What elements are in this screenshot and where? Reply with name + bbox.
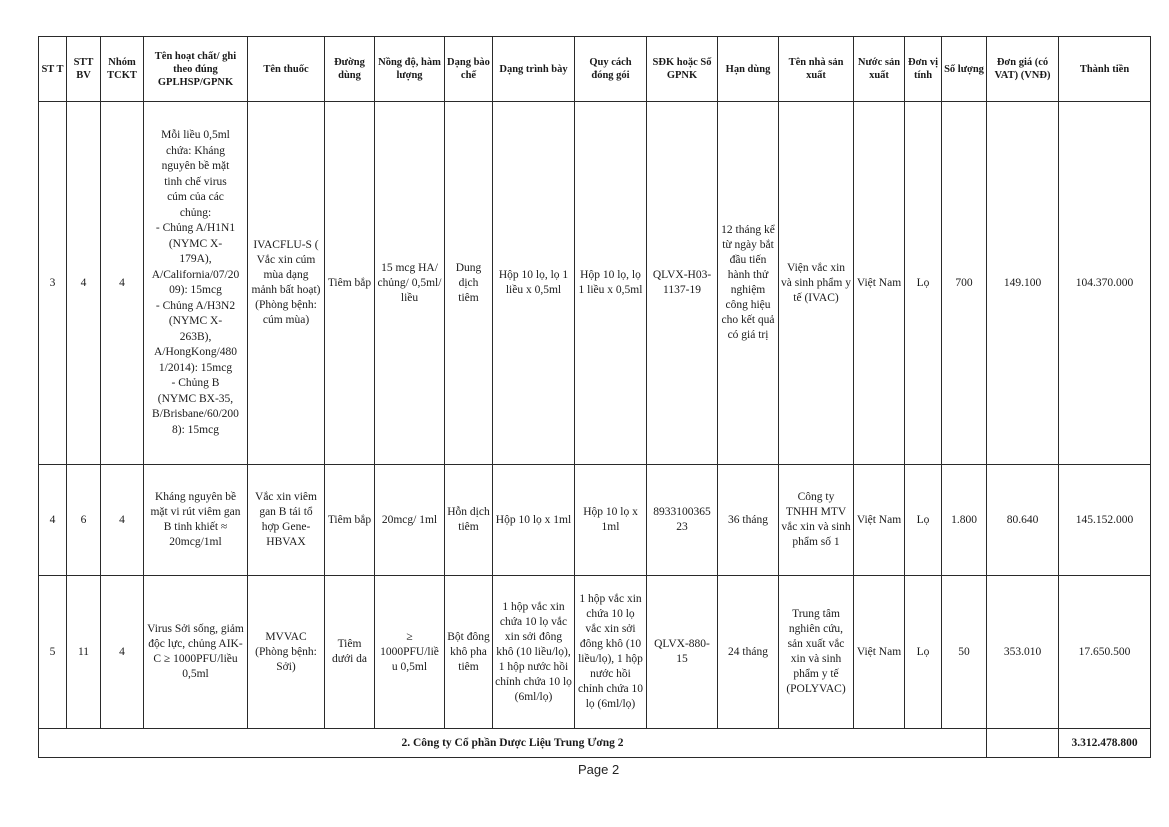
ingredient-line: 263B), — [179, 330, 212, 343]
header-nha-san-xuat: Tên nhà sản xuất — [779, 37, 854, 102]
ingredient-line: nguyên bề mặt — [161, 160, 230, 172]
cell-don-vi-tinh: Lọ — [905, 576, 942, 729]
ingredient-line: - Chủng B — [171, 377, 220, 389]
header-nong-do: Nồng độ, hàm lượng — [375, 37, 445, 102]
header-quy-cach: Quy cách đóng gói — [575, 37, 647, 102]
ingredient-line: 8): 15mcg — [172, 423, 219, 436]
cell-nhom: 4 — [101, 102, 144, 465]
ingredient-line: (NYMC BX-35, — [157, 392, 234, 405]
header-don-gia: Đơn giá (có VAT) (VNĐ) — [987, 37, 1059, 102]
company-total-row — [39, 729, 1151, 758]
cell-duong-dung: Tiêm bắp — [325, 102, 375, 465]
ingredient-line: tinh chế virus — [164, 175, 227, 188]
cell-don-vi-tinh: Lọ — [905, 465, 942, 576]
cell-stt-bv: 6 — [67, 465, 101, 576]
ingredient-line: Mỗi liều 0,5ml — [161, 129, 230, 141]
header-stt-bv: STT BV — [67, 37, 101, 102]
cell-nuoc-san-xuat: Việt Nam — [854, 465, 905, 576]
cell-quy-cach — [575, 576, 647, 729]
ingredient-line: 179A), — [179, 253, 212, 265]
ingredient-line: A/HongKong/480 — [153, 346, 238, 358]
cell-don-vi-tinh: Lọ — [905, 102, 942, 465]
header-dang-trinh-bay: Dạng trình bày — [493, 37, 575, 102]
cell-dang-trinh-bay: Hộp 10 lọ, lọ 1 liều x 0,5ml — [493, 102, 575, 465]
cell-dang-bao-che: Dung dịch tiêm — [445, 102, 493, 465]
cell-nhom: 4 — [101, 576, 144, 729]
header-nuoc-san-xuat: Nước sản xuất — [854, 37, 905, 102]
quy-cach-text: 1 hộp vắc xin chứa 10 lọ vắc xin sởi đông khô (10 liều/lọ), 1 hộp nước hồi chỉnh chứa 10 lọ (6ml/lọ) — [578, 593, 643, 710]
cell-ten-thuoc: IVACFLU-S ( Vắc xin cúm mùa dạng mảnh bất hoạt) (Phòng bệnh: cúm mùa) — [248, 102, 325, 465]
cell-quy-cach: Hộp 10 lọ, lọ 1 liều x 0,5ml — [575, 102, 647, 465]
header-ten-thuoc: Tên thuốc — [248, 37, 325, 102]
cell-sdk: QLVX-880-15 — [647, 576, 718, 729]
cell-stt-bv: 4 — [67, 102, 101, 465]
header-so-luong: Số lượng — [942, 37, 987, 102]
cell-dang-trinh-bay: 1 hộp vắc xin chứa 10 lọ vắc xin sởi đông khô (10 liều/lọ), 1 hộp nước hồi chỉnh chứa 10 lọ (6ml/lọ) — [493, 576, 575, 729]
header-don-vi-tinh: Đơn vị tính — [905, 37, 942, 102]
ingredient-line: chứa: Kháng — [166, 144, 225, 157]
ingredient-line: - Chủng A/H3N2 — [155, 299, 236, 312]
cell-quy-cach: Hộp 10 lọ x 1ml — [575, 465, 647, 576]
cell-so-luong: 700 — [942, 102, 987, 465]
cell-so-luong: 50 — [942, 576, 987, 729]
cell-sdk: QLVX-H03-1137-19 — [647, 102, 718, 465]
cell-stt: 3 — [39, 102, 67, 465]
cell-nong-do: 15 mcg HA/ chủng/ 0,5ml/ liều — [375, 102, 445, 465]
cell-hoat-chat — [144, 102, 248, 465]
ingredient-lines — [146, 128, 245, 438]
cell-don-gia: 353.010 — [987, 576, 1059, 729]
cell-dang-trinh-bay: Hộp 10 lọ x 1ml — [493, 465, 575, 576]
cell-stt-bv: 11 — [67, 576, 101, 729]
header-sdk: SĐK hoặc Số GPNK — [647, 37, 718, 102]
total-spacer-cell — [987, 729, 1059, 758]
cell-don-gia: 149.100 — [987, 102, 1059, 465]
ingredient-line: (NYMC X- — [168, 237, 223, 250]
cell-ten-thuoc: MVVAC (Phòng bệnh: Sởi) — [248, 576, 325, 729]
cell-hoat-chat: Kháng nguyên bề mặt vi rút viêm gan B tinh khiết ≈ 20mcg/1ml — [144, 465, 248, 576]
cell-don-gia: 80.640 — [987, 465, 1059, 576]
cell-hoat-chat: Virus Sởi sống, giảm độc lực, chủng AIK-C ≥ 1000PFU/liều 0,5ml — [144, 576, 248, 729]
cell-sdk: 8933100365 23 — [647, 465, 718, 576]
table-row — [39, 465, 1151, 576]
header-nhom: Nhóm TCKT — [101, 37, 144, 102]
header-dang-bao-che: Dạng bào chế — [445, 37, 493, 102]
ingredient-line: 09): 15mcg — [169, 284, 222, 296]
cell-nhom: 4 — [101, 465, 144, 576]
cell-nuoc-san-xuat: Việt Nam — [854, 576, 905, 729]
table-row — [39, 576, 1151, 729]
header-duong-dung: Đường dùng — [325, 37, 375, 102]
header-row — [39, 37, 1151, 102]
cell-han-dung: 36 tháng — [718, 465, 779, 576]
cell-dang-bao-che: Bột đông khô pha tiêm — [445, 576, 493, 729]
cell-han-dung: 12 tháng kể từ ngày bắt đầu tiến hành thử nghiệm công hiệu cho kết quả có giá trị — [718, 102, 779, 465]
ingredient-line: - Chủng A/H1N1 — [155, 222, 236, 234]
drug-price-table — [38, 36, 1151, 758]
cell-ten-thuoc: Vắc xin viêm gan B tái tổ hợp Gene-HBVAX — [248, 465, 325, 576]
ingredient-line: B/Brisbane/60/200 — [152, 408, 239, 420]
cell-stt: 5 — [39, 576, 67, 729]
company-label: 2. Công ty Cổ phần Dược Liệu Trung Ương 2 — [39, 729, 987, 758]
contract-table-page — [38, 36, 1151, 758]
ingredient-line: (NYMC X- — [168, 315, 223, 327]
cell-thanh-tien: 145.152.000 — [1059, 465, 1151, 576]
ingredient-line: chủng: — [179, 206, 212, 219]
cell-han-dung: 24 tháng — [718, 576, 779, 729]
cell-nha-san-xuat: Trung tâm nghiên cứu, sản xuất vắc xin và sinh phẩm y tế (POLYVAC) — [779, 576, 854, 729]
header-thanh-tien: Thành tiền — [1059, 37, 1151, 102]
cell-thanh-tien: 104.370.000 — [1059, 102, 1151, 465]
ingredient-line: 1/2014): 15mcg — [158, 361, 233, 374]
page-number: Page 2 — [578, 762, 620, 777]
ingredient-line: cúm của các — [167, 191, 224, 203]
header-hoat-chat: Tên hoạt chất/ ghi theo đúng GPLHSP/GPNK — [144, 37, 248, 102]
company-total-value: 3.312.478.800 — [1059, 729, 1151, 758]
cell-nong-do: 20mcg/ 1ml — [375, 465, 445, 576]
cell-nha-san-xuat: Công ty TNHH MTV vắc xin và sinh phẩm số 1 — [779, 465, 854, 576]
header-han-dung: Hạn dùng — [718, 37, 779, 102]
table-row — [39, 102, 1151, 465]
cell-thanh-tien: 17.650.500 — [1059, 576, 1151, 729]
cell-duong-dung: Tiêm bắp — [325, 465, 375, 576]
cell-dang-bao-che: Hỗn dịch tiêm — [445, 465, 493, 576]
ingredient-line: A/California/07/20 — [151, 268, 240, 281]
cell-stt: 4 — [39, 465, 67, 576]
cell-nha-san-xuat: Viện vắc xin và sinh phẩm y tế (IVAC) — [779, 102, 854, 465]
cell-duong-dung: Tiêm dưới da — [325, 576, 375, 729]
cell-so-luong: 1.800 — [942, 465, 987, 576]
cell-nong-do: ≥ 1000PFU/liề u 0,5ml — [375, 576, 445, 729]
cell-nuoc-san-xuat: Việt Nam — [854, 102, 905, 465]
header-stt: ST T — [39, 37, 67, 102]
